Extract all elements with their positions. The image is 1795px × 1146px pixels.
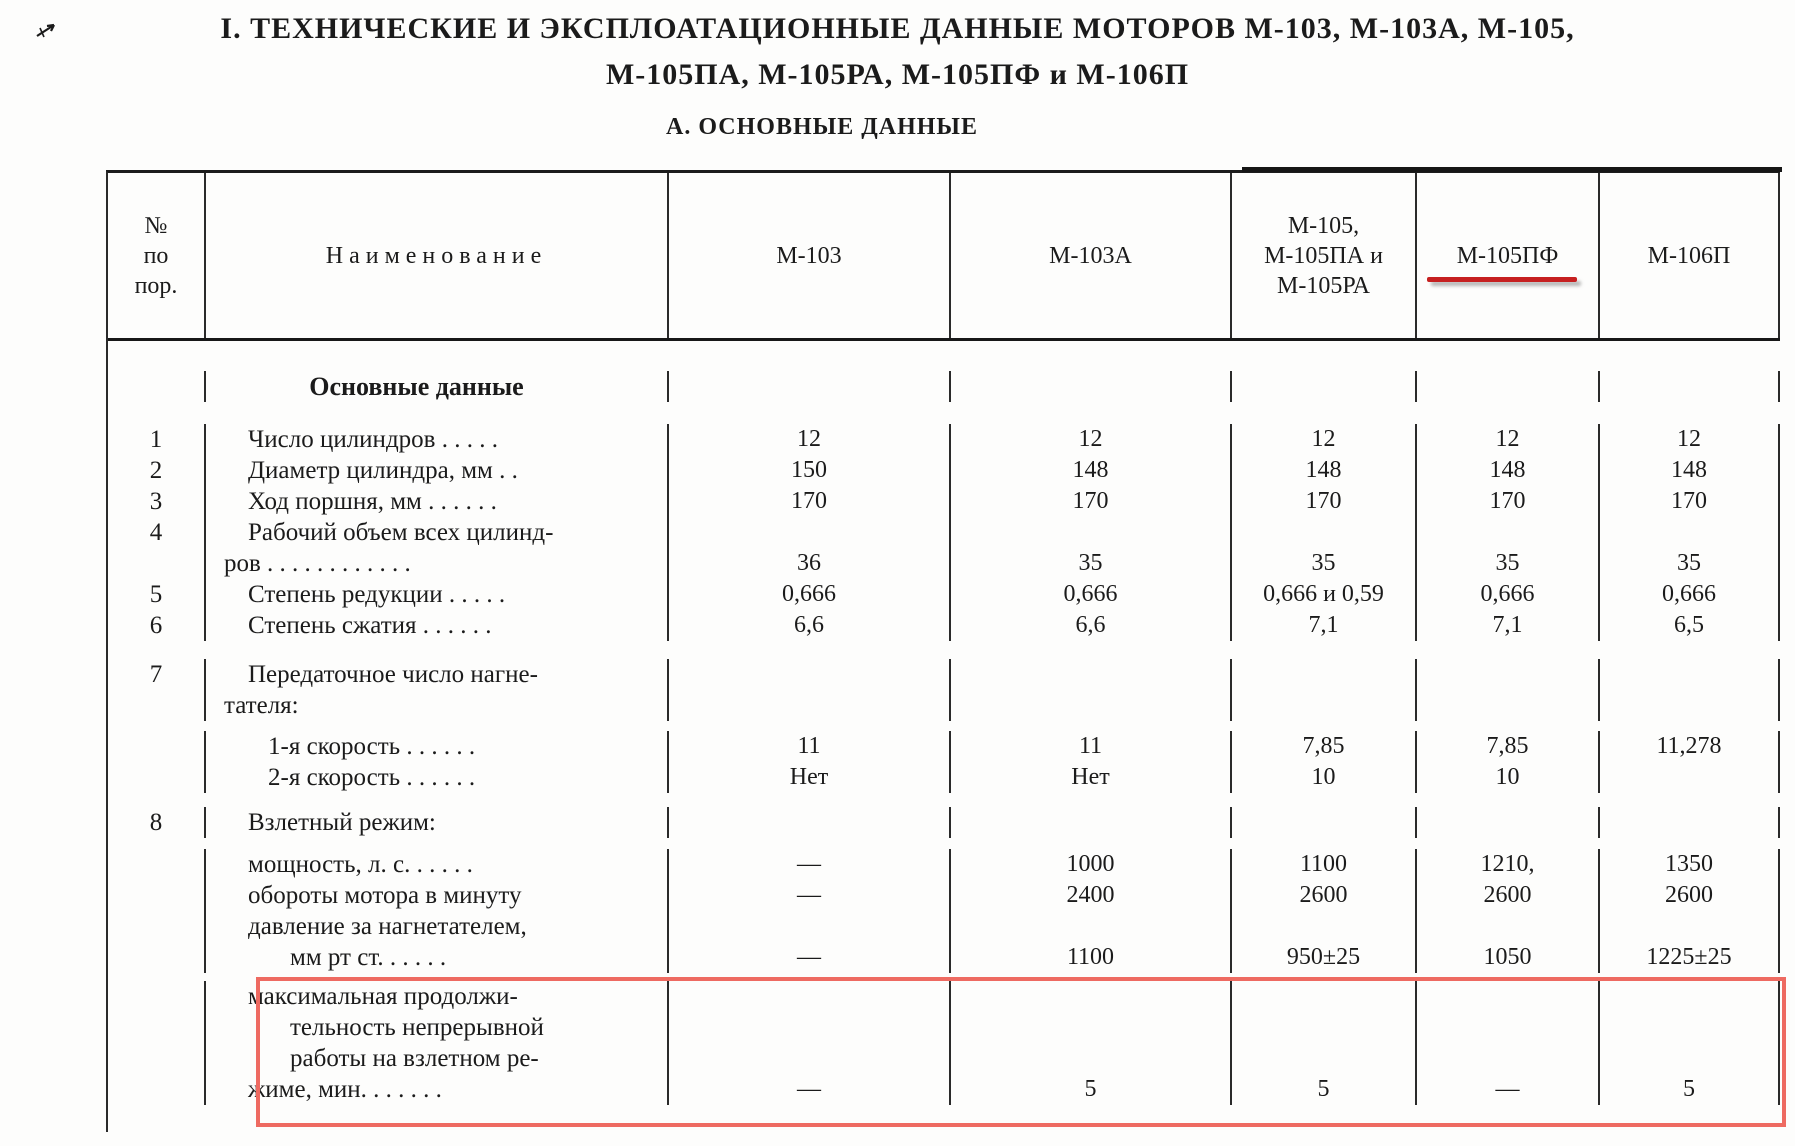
value-cell (1232, 659, 1417, 690)
table-row (108, 455, 1780, 486)
row-label: Диаметр цилиндра, мм . . (206, 455, 669, 486)
value-cell: 11 (951, 731, 1232, 762)
value-cell: 1000 (951, 849, 1232, 880)
row-number: 4 (108, 517, 206, 548)
value-cell (1600, 911, 1780, 942)
header-num-line: по (143, 242, 169, 269)
row-label: Взлетный режим: (206, 807, 669, 838)
row-number (108, 762, 206, 793)
row-label: 2-я скорость . . . . . . (206, 762, 669, 793)
value-cell (669, 517, 951, 548)
value-cell (1417, 517, 1600, 548)
value-cell: 6,5 (1600, 610, 1780, 641)
row-label: Передаточное число нагне- (206, 659, 669, 690)
value-cell: 35 (1600, 548, 1780, 579)
row-label: тателя: (206, 690, 669, 721)
value-cell: 12 (1232, 424, 1417, 455)
value-cell (669, 690, 951, 721)
value-cell: 10 (1417, 762, 1600, 793)
table-row (108, 610, 1780, 641)
header-cell-m103a (951, 173, 1232, 338)
value-cell (669, 911, 951, 942)
value-cell: 170 (1417, 486, 1600, 517)
header-m103-label: М-103 (776, 242, 842, 269)
value-cell: 0,666 (951, 579, 1232, 610)
value-cell: 7,1 (1232, 610, 1417, 641)
header-cell-m106p (1600, 173, 1780, 338)
value-cell: 11 (669, 731, 951, 762)
value-cell: 1225±25 (1600, 942, 1780, 973)
row-number (108, 981, 206, 1012)
row-number (108, 880, 206, 911)
table-row (108, 942, 1780, 973)
value-cell: 2400 (951, 880, 1232, 911)
page-title-line2: М-105ПА, М-105РА, М-105ПФ и М-106П (605, 58, 1190, 91)
value-cell: 12 (669, 424, 951, 455)
value-cell: — (669, 942, 951, 973)
value-cell (1600, 659, 1780, 690)
row-label: давление за нагнетателем, (206, 911, 669, 942)
row-label: тельность непрерывной (206, 1012, 669, 1043)
value-cell: 170 (1232, 486, 1417, 517)
row-label: Ход поршня, мм . . . . . . (206, 486, 669, 517)
value-cell: 148 (1417, 455, 1600, 486)
value-cell (951, 659, 1232, 690)
header-m105pf-label: М-105ПФ (1456, 242, 1559, 269)
value-cell (1232, 690, 1417, 721)
table-row (108, 659, 1780, 690)
value-cell (1232, 371, 1417, 402)
row-number: 6 (108, 610, 206, 641)
value-cell: 1350 (1600, 849, 1780, 880)
value-cell: 150 (669, 455, 951, 486)
row-label: Число цилиндров . . . . . (206, 424, 669, 455)
header-num-line: пор. (134, 272, 178, 299)
header-m105-line: М-105РА (1277, 272, 1370, 299)
value-cell (951, 807, 1232, 838)
row-label: 1-я скорость . . . . . . (206, 731, 669, 762)
value-cell (1417, 690, 1600, 721)
table-row (108, 690, 1780, 721)
table-header-row (108, 173, 1780, 341)
value-cell: 950±25 (1232, 942, 1417, 973)
row-label: Степень редукции . . . . . (206, 579, 669, 610)
table-row (108, 517, 1780, 548)
value-cell: 7,1 (1417, 610, 1600, 641)
row-number (108, 371, 206, 402)
value-cell: 10 (1232, 762, 1417, 793)
table-row (108, 762, 1780, 793)
value-cell (951, 690, 1232, 721)
value-cell (1600, 807, 1780, 838)
value-cell: 0,666 (1600, 579, 1780, 610)
row-label: обороты мотора в минуту (206, 880, 669, 911)
row-label: мм рт ст. . . . . . (206, 942, 669, 973)
header-num-line: № (144, 212, 168, 239)
value-cell: 12 (1600, 424, 1780, 455)
table-row (108, 880, 1780, 911)
value-cell: 2600 (1417, 880, 1600, 911)
value-cell: 12 (951, 424, 1232, 455)
page-title-line1: I. ТЕХНИЧЕСКИЕ И ЭКСПЛОАТАЦИОННЫЕ ДАННЫЕ МОТОРОВ М-103, М-103А, М-105, (220, 12, 1575, 45)
header-m105-line: М-105, (1287, 212, 1360, 239)
row-number (108, 548, 206, 579)
value-cell: 36 (669, 548, 951, 579)
value-cell: 170 (951, 486, 1232, 517)
table-row (108, 579, 1780, 610)
table-row (108, 731, 1780, 762)
table-row (108, 911, 1780, 942)
table-row (108, 371, 1780, 402)
header-cell-name (206, 173, 669, 338)
value-cell (1417, 659, 1600, 690)
value-cell: 1210, (1417, 849, 1600, 880)
section-subtitle: А. ОСНОВНЫЕ ДАННЫЕ (666, 114, 978, 140)
table-row (108, 849, 1780, 880)
header-cell-m105-group (1232, 173, 1417, 338)
value-cell: Нет (669, 762, 951, 793)
row-number (108, 1043, 206, 1074)
value-cell: 6,6 (951, 610, 1232, 641)
row-label: жиме, мин. . . . . . . (206, 1074, 669, 1105)
header-m105-line: М-105ПА и (1264, 242, 1383, 269)
table-row (108, 548, 1780, 579)
value-cell: 7,85 (1232, 731, 1417, 762)
value-cell (951, 517, 1232, 548)
row-label: Степень сжатия . . . . . . (206, 610, 669, 641)
filler-cell (108, 1105, 206, 1119)
value-cell: 6,6 (669, 610, 951, 641)
row-number (108, 690, 206, 721)
row-number: 7 (108, 659, 206, 690)
value-cell: — (669, 880, 951, 911)
value-cell: 7,85 (1417, 731, 1600, 762)
table-row (108, 424, 1780, 455)
row-number (108, 1074, 206, 1105)
header-m106p-label: М-106П (1647, 242, 1731, 269)
table-row (108, 807, 1780, 838)
value-cell (1600, 517, 1780, 548)
table-row (108, 486, 1780, 517)
value-cell: 170 (669, 486, 951, 517)
value-cell: 5 (1600, 1074, 1780, 1105)
value-cell: 2600 (1232, 880, 1417, 911)
value-cell: Нет (951, 762, 1232, 793)
value-cell: 1100 (1232, 849, 1417, 880)
row-label: максимальная продолжи- (206, 981, 669, 1012)
value-cell (1600, 690, 1780, 721)
value-cell (1232, 807, 1417, 838)
value-cell: 148 (1232, 455, 1417, 486)
value-cell: 1100 (951, 942, 1232, 973)
value-cell: 11,278 (1600, 731, 1780, 762)
value-cell: 35 (1232, 548, 1417, 579)
row-number: 5 (108, 579, 206, 610)
row-number: 2 (108, 455, 206, 486)
value-cell (1417, 807, 1600, 838)
header-m103a-label: М-103А (1049, 242, 1132, 269)
value-cell (1417, 911, 1600, 942)
value-cell (1600, 371, 1780, 402)
row-number (108, 911, 206, 942)
value-cell: 1050 (1417, 942, 1600, 973)
header-cell-m105pf (1417, 173, 1600, 338)
value-cell: — (669, 1074, 951, 1105)
row-label: мощность, л. с. . . . . . (206, 849, 669, 880)
value-cell: 148 (951, 455, 1232, 486)
value-cell (669, 659, 951, 690)
header-name-label: Наименование (325, 242, 548, 269)
row-label: работы на взлетном ре- (206, 1043, 669, 1074)
value-cell: 170 (1600, 486, 1780, 517)
value-cell (1232, 517, 1417, 548)
value-cell (951, 911, 1232, 942)
row-label: ров . . . . . . . . . . . . (206, 548, 669, 579)
value-cell (669, 371, 951, 402)
value-cell: 35 (1417, 548, 1600, 579)
row-number: 3 (108, 486, 206, 517)
red-highlight-underline-m105pf (1427, 277, 1577, 282)
value-cell: — (1417, 1074, 1600, 1105)
value-cell: 0,666 (669, 579, 951, 610)
value-cell (1232, 911, 1417, 942)
row-number: 8 (108, 807, 206, 838)
value-cell: 5 (1232, 1074, 1417, 1105)
header-cell-num (108, 173, 206, 338)
value-cell: 12 (1417, 424, 1600, 455)
row-number (108, 942, 206, 973)
table-top-rule-segment (1242, 167, 1782, 172)
value-cell: 148 (1600, 455, 1780, 486)
value-cell (1417, 371, 1600, 402)
value-cell: 35 (951, 548, 1232, 579)
value-cell: 5 (951, 1074, 1232, 1105)
row-number (108, 731, 206, 762)
red-highlight-box-last-row (256, 977, 1786, 1127)
value-cell: 0,666 и 0,59 (1232, 579, 1417, 610)
value-cell: 0,666 (1417, 579, 1600, 610)
row-label: Рабочий объем всех цилинд- (206, 517, 669, 548)
row-number: 1 (108, 424, 206, 455)
value-cell: 2600 (1600, 880, 1780, 911)
header-cell-m103 (669, 173, 951, 338)
value-cell (1600, 762, 1780, 793)
row-number (108, 1012, 206, 1043)
row-label: Основные данные (206, 371, 669, 402)
row-number (108, 849, 206, 880)
value-cell (951, 371, 1232, 402)
value-cell (669, 807, 951, 838)
value-cell: — (669, 849, 951, 880)
